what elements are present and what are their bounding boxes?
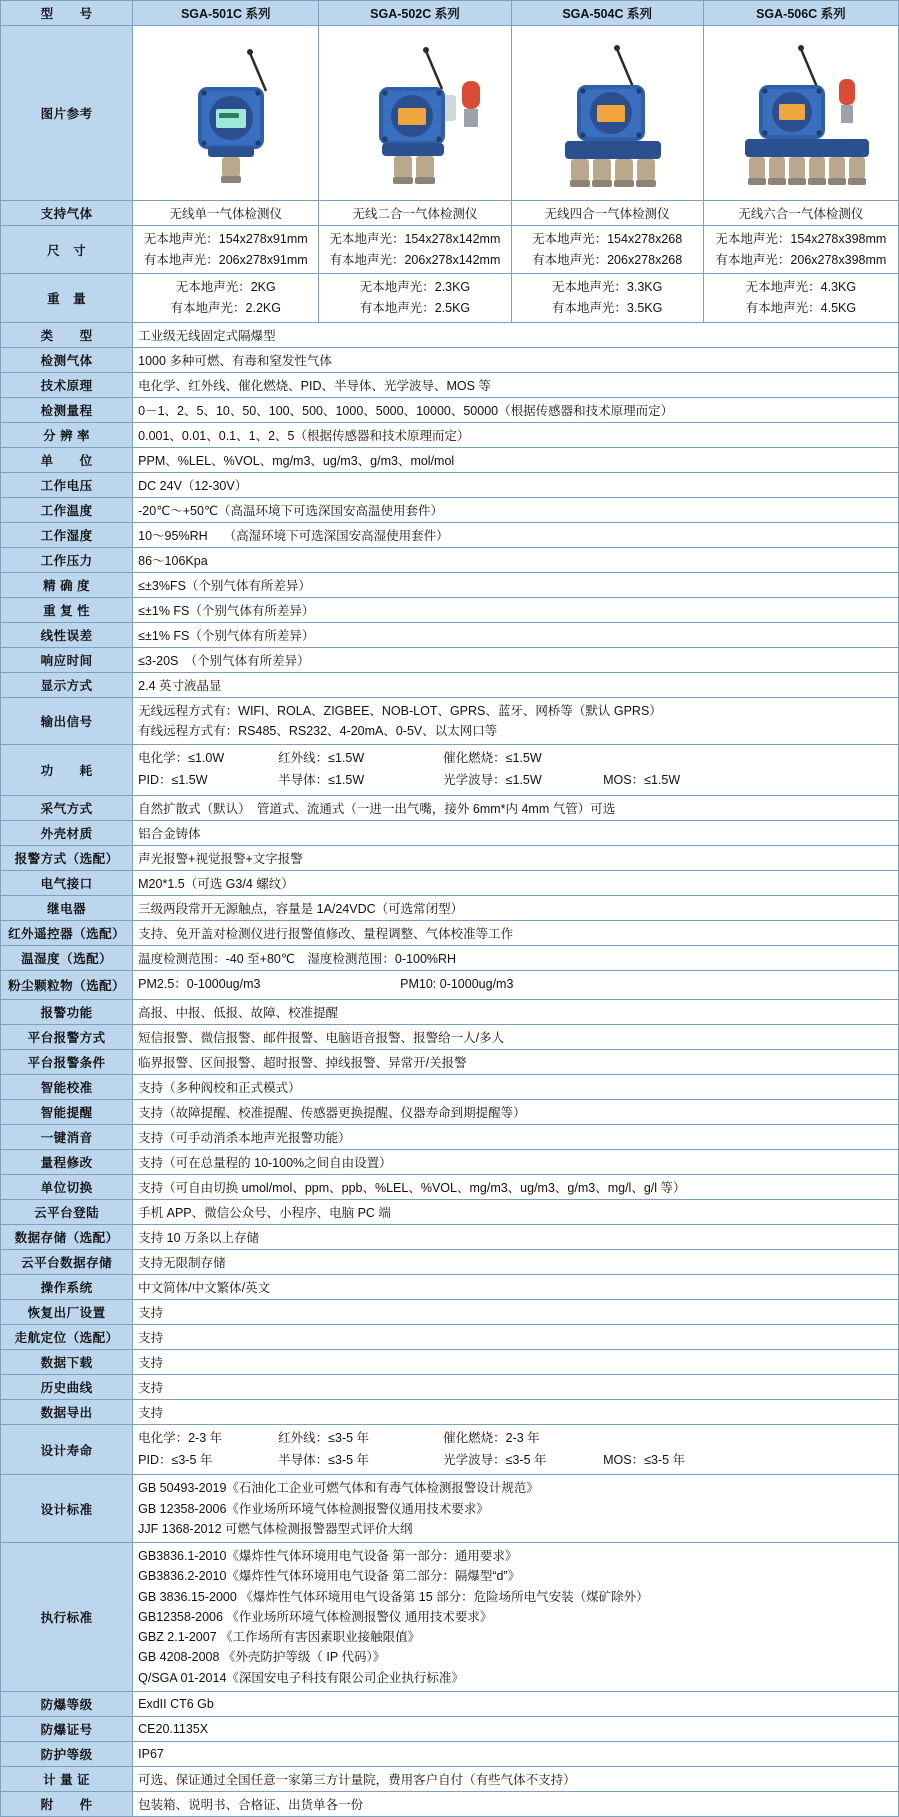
table-row <box>1 945 899 970</box>
table-row <box>1 795 899 820</box>
table-row <box>1 920 899 945</box>
product-photo-502c <box>319 26 511 201</box>
row-label-output-signal: 输出信号 <box>1 697 133 745</box>
weight-no-alarm: 无本地声光：4.3KG <box>745 280 857 295</box>
row-value-technology: 电化学、红外线、催化燃烧、PID、半导体、光学波导、MOS 等 <box>133 372 899 397</box>
table-row <box>1 622 899 647</box>
row-value-pressure: 86～106Kpa <box>133 547 899 572</box>
row-label-lifespan: 设计寿命 <box>1 1424 133 1475</box>
row-value-relay: 三级两段常开无源触点，容量是 1A/24VDC（可选常闭型） <box>133 895 899 920</box>
table-row <box>1 274 899 322</box>
row-value-cloud-login: 手机 APP、微信公众号、小程序、电脑 PC 端 <box>133 1199 899 1224</box>
row-label-cloud-storage: 云平台数据存储 <box>1 1249 133 1274</box>
dust-pm10: PM10: 0-1000ug/m3 <box>400 976 514 991</box>
table-row <box>1 1766 899 1791</box>
size-with-alarm: 有本地声光：206x278x268 <box>532 252 683 267</box>
row-label-range-modify: 量程修改 <box>1 1149 133 1174</box>
row-label-resolution: 分 辨 率 <box>1 422 133 447</box>
table-row <box>1 1024 899 1049</box>
row-value-temp-humidity: 温度检测范围：-40 至+80℃ 湿度检测范围：0-100%RH <box>133 945 899 970</box>
power-infrared: 红外线：≤1.5W <box>278 751 365 765</box>
row-label-photo: 图片参考 <box>1 26 133 201</box>
output-wireless: 无线远程方式有：WIFI、ROLA、ZIGBEE、NOB-LOT、GPRS、蓝牙、网桥等（默认 GPRS） <box>138 703 662 718</box>
weight-with-alarm: 有本地声光：2.2KG <box>170 300 281 315</box>
lifespan-optical: 光学波导：≤3-5 年 <box>443 1452 547 1467</box>
dust-pm25: PM2.5：0-1000ug/m3 <box>138 976 261 991</box>
weight-no-alarm: 无本地声光：2KG <box>175 280 276 295</box>
row-label-accessories: 附 件 <box>1 1791 133 1816</box>
row-value-electrical-port: M20*1.5（可选 G3/4 螺纹） <box>133 870 899 895</box>
lifespan-infrared: 红外线：≤3-5 年 <box>278 1430 370 1445</box>
size-no-alarm: 无本地声光：154x278x91mm <box>143 232 308 246</box>
gas-support-502c: 无线二合一气体检测仪 <box>319 201 511 226</box>
weight-with-alarm: 有本地声光：2.5KG <box>359 300 471 315</box>
row-label-model: 型 号 <box>1 1 133 26</box>
exec-standard-line: GBZ 2.1-2007 《工作场所有害因素职业接触限值》 <box>138 1630 421 1645</box>
row-label-type: 类 型 <box>1 322 133 347</box>
lifespan-electrochemical: 电化学：2-3 年 <box>138 1430 223 1445</box>
row-label-alarm-function: 报警功能 <box>1 999 133 1024</box>
power-catalytic: 催化燃烧：≤1.5W <box>443 751 542 765</box>
table-row <box>1 1224 899 1249</box>
table-row-photos <box>1 26 899 201</box>
row-value-unit-switch: 支持（可自由切换 umol/mol、ppm、ppb、%LEL、%VOL、mg/m3、ug/m3、g/m3、mg/l、g/l 等） <box>133 1174 899 1199</box>
gas-detector-icon <box>517 29 709 197</box>
row-value-os: 中文简体/中文繁体/英文 <box>133 1274 899 1299</box>
table-row <box>1 870 899 895</box>
row-value-platform-alarm-condition: 临界报警、区间报警、超时报警、掉线报警、异常开/关报警 <box>133 1049 899 1074</box>
weight-with-alarm: 有本地声光：4.5KG <box>745 300 857 315</box>
product-photo-501c <box>133 26 319 201</box>
row-label-alarm-mode: 报警方式（选配） <box>1 845 133 870</box>
size-501c <box>133 226 319 274</box>
row-label-exec-standard: 执行标准 <box>1 1543 133 1692</box>
exec-standard-line: GB12358-2006 《作业场所环境气体检测报警仪 通用技术要求》 <box>138 1609 493 1624</box>
power-semiconductor: 半导体：≤1.5W <box>278 772 365 787</box>
table-row <box>1 422 899 447</box>
row-value-type: 工业级无线固定式隔爆型 <box>133 322 899 347</box>
row-label-data-export: 数据导出 <box>1 1399 133 1424</box>
table-row <box>1 1475 899 1543</box>
size-with-alarm: 有本地声光：206x278x142mm <box>329 252 501 267</box>
table-row <box>1 1324 899 1349</box>
row-value-linearity: ≤±1% FS（个别气体有所差异） <box>133 622 899 647</box>
row-label-relay: 继电器 <box>1 895 133 920</box>
row-value-history-curve: 支持 <box>133 1374 899 1399</box>
power-electrochemical: 电化学：≤1.0W <box>138 751 225 765</box>
gas-support-504c: 无线四合一气体检测仪 <box>511 201 703 226</box>
table-row <box>1 745 899 796</box>
power-optical: 光学波导：≤1.5W <box>443 772 542 787</box>
row-value-repeatability: ≤±1% FS（个别气体有所差异） <box>133 597 899 622</box>
row-label-history-curve: 历史曲线 <box>1 1374 133 1399</box>
table-row <box>1 999 899 1024</box>
row-label-cloud-login: 云平台登陆 <box>1 1199 133 1224</box>
row-value-design-standard <box>133 1475 899 1543</box>
row-label-voltage: 工作电压 <box>1 472 133 497</box>
weight-no-alarm: 无本地声光：3.3KG <box>551 280 663 295</box>
table-row <box>1 1349 899 1374</box>
lifespan-catalytic: 催化燃烧：2-3 年 <box>443 1430 540 1445</box>
row-value-ip-rating: IP67 <box>133 1741 899 1766</box>
row-value-resolution: 0.001、0.01、0.1、1、2、5（根据传感器和技术原理而定） <box>133 422 899 447</box>
table-row <box>1 372 899 397</box>
table-row <box>1 845 899 870</box>
table-row <box>1 1741 899 1766</box>
row-label-technology: 技术原理 <box>1 372 133 397</box>
row-label-repeatability: 重 复 性 <box>1 597 133 622</box>
row-label-platform-alarm-condition: 平台报警条件 <box>1 1049 133 1074</box>
design-standard-line: GB 12358-2006《作业场所环境气体检测报警仪通用技术要求》 <box>138 1501 489 1516</box>
row-value-accessories: 包装箱、说明书、合格证、出货单各一份 <box>133 1791 899 1816</box>
table-row <box>1 1274 899 1299</box>
table-row <box>1 1174 899 1199</box>
table-row <box>1 347 899 372</box>
table-row <box>1 447 899 472</box>
product-photo-504c <box>511 26 703 201</box>
row-value-smart-reminder: 支持（故障提醒、校准提醒、传感器更换提醒、仪器寿命到期提醒等） <box>133 1099 899 1124</box>
gas-detector-icon <box>709 29 899 197</box>
row-value-ex-cert-no: CE20.1135X <box>133 1716 899 1741</box>
gas-support-501c: 无线单一气体检测仪 <box>133 201 319 226</box>
row-label-temperature: 工作温度 <box>1 497 133 522</box>
table-row <box>1 1299 899 1324</box>
row-label-housing: 外壳材质 <box>1 820 133 845</box>
row-value-platform-alarm-mode: 短信报警、微信报警、邮件报警、电脑语音报警、报警给一人/多人 <box>133 1024 899 1049</box>
row-label-mobile-positioning: 走航定位（选配） <box>1 1324 133 1349</box>
row-label-sampling: 采气方式 <box>1 795 133 820</box>
table-row <box>1 970 899 999</box>
row-value-cloud-storage: 支持无限制存储 <box>133 1249 899 1274</box>
table-row <box>1 1049 899 1074</box>
weight-506c <box>703 274 898 322</box>
row-label-platform-alarm-mode: 平台报警方式 <box>1 1024 133 1049</box>
row-value-range: 0－1、2、5、10、50、100、500、1000、5000、10000、50000（根据传感器和技术原理而定） <box>133 397 899 422</box>
size-506c <box>703 226 898 274</box>
row-label-accuracy: 精 确 度 <box>1 572 133 597</box>
lifespan-line-1 <box>138 1428 893 1450</box>
table-row <box>1 1 899 26</box>
gas-detector-icon <box>324 29 516 197</box>
table-row <box>1 397 899 422</box>
output-wired: 有线远程方式有：RS485、RS232、4-20mA、0-5V、以太网口等 <box>138 723 498 738</box>
row-value-housing: 铝合金铸体 <box>133 820 899 845</box>
table-row <box>1 672 899 697</box>
size-with-alarm: 有本地声光：206x278x398mm <box>715 252 887 267</box>
power-line-2 <box>138 770 893 792</box>
row-label-pressure: 工作压力 <box>1 547 133 572</box>
row-label-weight: 重 量 <box>1 274 133 322</box>
weight-502c <box>319 274 511 322</box>
row-value-data-download: 支持 <box>133 1349 899 1374</box>
detector-illustration-2 <box>324 29 505 197</box>
table-row <box>1 201 899 226</box>
model-header-501c: SGA-501C 系列 <box>133 1 319 26</box>
row-label-electrical-port: 电气接口 <box>1 870 133 895</box>
table-row <box>1 895 899 920</box>
row-value-metrology-cert: 可选、保证通过全国任意一家第三方计量院，费用客户自付（有些气体不支持） <box>133 1766 899 1791</box>
size-no-alarm: 无本地声光：154x278x398mm <box>715 232 887 246</box>
table-row <box>1 1149 899 1174</box>
size-502c <box>319 226 511 274</box>
table-row <box>1 597 899 622</box>
row-label-factory-reset: 恢复出厂设置 <box>1 1299 133 1324</box>
size-no-alarm: 无本地声光：154x278x268 <box>532 232 683 246</box>
row-value-dust <box>133 970 899 999</box>
row-label-ir-remote: 红外遥控器（选配） <box>1 920 133 945</box>
row-value-mute: 支持（可手动消杀本地声光报警功能） <box>133 1124 899 1149</box>
power-line-1 <box>138 748 893 770</box>
lifespan-pid: PID：≤3-5 年 <box>138 1452 213 1467</box>
table-row <box>1 322 899 347</box>
row-label-ip-rating: 防护等级 <box>1 1741 133 1766</box>
table-row <box>1 1074 899 1099</box>
row-value-alarm-mode: 声光报警+视觉报警+文字报警 <box>133 845 899 870</box>
table-row <box>1 1791 899 1816</box>
table-row <box>1 472 899 497</box>
row-label-unit-switch: 单位切换 <box>1 1174 133 1199</box>
lifespan-semiconductor: 半导体：≤3-5 年 <box>278 1452 370 1467</box>
row-value-output-signal <box>133 697 899 745</box>
weight-501c <box>133 274 319 322</box>
row-label-gas-support: 支持气体 <box>1 201 133 226</box>
table-row <box>1 1424 899 1475</box>
gas-detector-icon <box>138 29 324 197</box>
exec-standard-line: GB 3836.15-2000 《爆炸性气体环境用电气设备第 15 部分：危险场所电气安装（煤矿除外） <box>138 1589 649 1604</box>
exec-standard-line: GB3836.1-2010《爆炸性气体环境用电气设备 第一部分：通用要求》 <box>138 1549 518 1564</box>
row-label-ex-rating: 防爆等级 <box>1 1691 133 1716</box>
table-row <box>1 1374 899 1399</box>
weight-504c <box>511 274 703 322</box>
row-value-ir-remote: 支持、免开盖对检测仪进行报警值修改、量程调整、气体校准等工作 <box>133 920 899 945</box>
row-label-design-standard: 设计标准 <box>1 1475 133 1543</box>
row-value-detect-gas: 1000 多种可燃、有毒和窒发性气体 <box>133 347 899 372</box>
table-row <box>1 497 899 522</box>
table-row <box>1 1543 899 1692</box>
row-label-humidity: 工作湿度 <box>1 522 133 547</box>
table-row <box>1 572 899 597</box>
row-value-factory-reset: 支持 <box>133 1299 899 1324</box>
row-value-power <box>133 745 899 796</box>
row-label-os: 操作系统 <box>1 1274 133 1299</box>
row-label-temp-humidity: 温湿度（选配） <box>1 945 133 970</box>
row-label-metrology-cert: 计 量 证 <box>1 1766 133 1791</box>
table-row <box>1 1399 899 1424</box>
row-value-accuracy: ≤±3%FS（个别气体有所差异） <box>133 572 899 597</box>
row-label-smart-calibration: 智能校准 <box>1 1074 133 1099</box>
size-504c <box>511 226 703 274</box>
table-row <box>1 1691 899 1716</box>
table-row <box>1 522 899 547</box>
table-row <box>1 1716 899 1741</box>
size-with-alarm: 有本地声光：206x278x91mm <box>143 252 308 267</box>
power-mos: MOS：≤1.5W <box>603 772 681 787</box>
row-label-size: 尺 寸 <box>1 226 133 274</box>
row-label-data-download: 数据下载 <box>1 1349 133 1374</box>
lifespan-mos: MOS：≤3-5 年 <box>603 1452 686 1467</box>
row-label-linearity: 线性误差 <box>1 622 133 647</box>
lifespan-line-2 <box>138 1450 893 1472</box>
model-header-502c: SGA-502C 系列 <box>319 1 511 26</box>
row-label-unit: 单 位 <box>1 447 133 472</box>
detector-illustration-4 <box>517 29 698 197</box>
row-value-response-time: ≤3-20S （个别气体有所差异） <box>133 647 899 672</box>
detector-illustration-1 <box>138 29 313 197</box>
power-pid: PID：≤1.5W <box>138 772 208 787</box>
exec-standard-line: GB3836.2-2010《爆炸性气体环境用电气设备 第二部分：隔爆型“d”》 <box>138 1569 521 1584</box>
row-value-mobile-positioning: 支持 <box>133 1324 899 1349</box>
exec-standard-line: Q/SGA 01-2014《深国安电子科技有限公司企业执行标准》 <box>138 1670 464 1685</box>
exec-standard-line: GB 4208-2008 《外壳防护等级（ IP 代码）》 <box>138 1650 386 1665</box>
table-row <box>1 1199 899 1224</box>
row-label-ex-cert-no: 防爆证号 <box>1 1716 133 1741</box>
table-row <box>1 1249 899 1274</box>
row-value-humidity: 10～95%RH （高湿环境下可选深国安高湿使用套件） <box>133 522 899 547</box>
row-value-lifespan <box>133 1424 899 1475</box>
row-value-data-storage: 支持 10 万条以上存储 <box>133 1224 899 1249</box>
row-value-smart-calibration: 支持（多种阀校和正式模式） <box>133 1074 899 1099</box>
product-photo-506c <box>703 26 898 201</box>
weight-with-alarm: 有本地声光：3.5KG <box>551 300 663 315</box>
row-label-power: 功 耗 <box>1 745 133 796</box>
row-value-ex-rating: ExdII CT6 Gb <box>133 1691 899 1716</box>
row-value-display: 2.4 英寸液晶显 <box>133 672 899 697</box>
row-label-mute: 一键消音 <box>1 1124 133 1149</box>
row-value-alarm-function: 高报、中报、低报、故障、校准提醒 <box>133 999 899 1024</box>
design-standard-line: JJF 1368-2012 可燃气体检测报警器型式评价大纲 <box>138 1521 413 1536</box>
row-value-range-modify: 支持（可在总量程的 10-100%之间自由设置） <box>133 1149 899 1174</box>
table-row <box>1 547 899 572</box>
table-row <box>1 697 899 745</box>
row-label-response-time: 响应时间 <box>1 647 133 672</box>
row-value-unit: PPM、%LEL、%VOL、mg/m3、ug/m3、g/m3、mol/mol <box>133 447 899 472</box>
row-label-dust: 粉尘颗粒物（选配） <box>1 970 133 999</box>
size-no-alarm: 无本地声光：154x278x142mm <box>329 232 501 246</box>
row-value-temperature: -20℃～+50℃（高温环境下可选深国安高温使用套件） <box>133 497 899 522</box>
design-standard-line: GB 50493-2019《石油化工企业可燃气体和有毒气体检测报警设计规范》 <box>138 1481 539 1496</box>
table-row <box>1 1099 899 1124</box>
table-row <box>1 647 899 672</box>
table-row <box>1 820 899 845</box>
row-label-detect-gas: 检测气体 <box>1 347 133 372</box>
weight-no-alarm: 无本地声光：2.3KG <box>359 280 471 295</box>
model-header-504c: SGA-504C 系列 <box>511 1 703 26</box>
row-label-range: 检测量程 <box>1 397 133 422</box>
detector-illustration-6 <box>709 29 893 197</box>
row-value-exec-standard <box>133 1543 899 1692</box>
row-label-display: 显示方式 <box>1 672 133 697</box>
table-row <box>1 1124 899 1149</box>
row-value-sampling: 自然扩散式（默认） 管道式、流通式（一进一出气嘴，接外 6mm*内 4mm 气管）可选 <box>133 795 899 820</box>
row-value-data-export: 支持 <box>133 1399 899 1424</box>
row-value-voltage: DC 24V（12-30V） <box>133 472 899 497</box>
gas-support-506c: 无线六合一气体检测仪 <box>703 201 898 226</box>
row-label-data-storage: 数据存储（选配） <box>1 1224 133 1249</box>
table-row <box>1 226 899 274</box>
row-label-smart-reminder: 智能提醒 <box>1 1099 133 1124</box>
model-header-506c: SGA-506C 系列 <box>703 1 898 26</box>
